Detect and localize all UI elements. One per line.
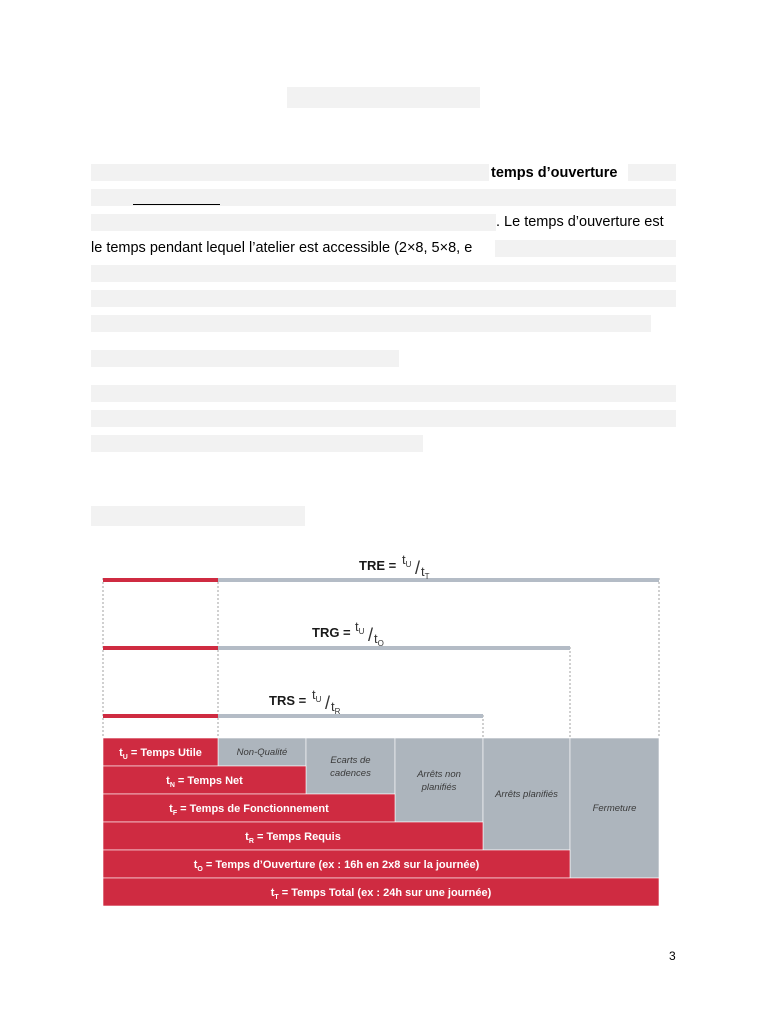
formula-red-segment [103,646,218,650]
redacted-title [287,87,480,108]
time-bar-label: $t_U$ = Temps Utile [119,747,202,761]
loss-box-label: Arrêts planifiés [495,789,558,800]
formula-label: TRE = [359,558,397,573]
time-breakdown-diagram [91,548,677,910]
formula-gray-segment [218,714,483,718]
paragraph-line-3-tail: . Le temps d’ouverture est [496,214,664,230]
redacted-line-1-end [628,164,676,181]
time-bar-label: $t_O$ = Temps d’Ouverture (ex : 16h en 2x8 sur la journée) [193,859,480,873]
loss-box [395,738,483,822]
formula-label: TRG = [312,625,351,640]
formula-red-segment [103,714,218,718]
formula-denominator: $t_O$ [374,631,384,648]
formula-numerator: $t_U$ [402,552,412,569]
redacted-line-8 [91,350,399,367]
formula-red-segment [103,578,218,582]
loss-box-label: Fermeture [592,803,637,814]
redacted-line-4-end [495,240,676,257]
formula-denominator: $t_R$ [331,699,341,716]
loss-box-label: Arrêts non [417,769,461,780]
formula-numerator: $t_U$ [312,687,322,704]
redacted-line-11 [91,435,423,452]
open-time-term: temps d’ouverture [491,165,618,181]
redacted-line-10 [91,410,676,427]
redacted-line-3 [91,214,496,231]
formula-slash: / [415,558,421,578]
redacted-caption [91,506,305,526]
loss-box-label: Ecarts de [330,755,371,766]
formula-numerator: $t_U$ [355,619,365,636]
loss-box-label: planifiés [421,782,457,793]
time-bar-label: $t_R$ = Temps Requis [245,831,341,845]
redacted-line-5 [91,265,676,282]
loss-box-label: Non-Qualité [236,747,288,758]
time-bar-label: $t_F$ = Temps de Fonctionnement [169,803,329,817]
redacted-line-9 [91,385,676,402]
formula-gray-segment [218,646,570,650]
formula-group [103,552,659,718]
formula-denominator: $t_T$ [421,564,430,581]
formula-slash: / [368,625,374,645]
paragraph-line-4: le temps pendant lequel l’atelier est accessible (2×8, 5×8, e [91,240,473,256]
formula-slash: / [325,693,331,713]
redacted-line-1 [91,164,489,181]
redacted-line-7 [91,315,651,332]
underline-mark [133,204,220,205]
time-bar-label: $t_N$ = Temps Net [166,775,243,789]
formula-gray-segment [218,578,659,582]
loss-box [306,738,395,794]
redacted-line-6 [91,290,676,307]
formula-label: TRS = [269,693,307,708]
time-bar-label: $t_T$ = Temps Total (ex : 24h sur une journée) [270,887,492,901]
loss-box-label: cadences [330,768,371,779]
page-number: 3 [669,949,676,963]
